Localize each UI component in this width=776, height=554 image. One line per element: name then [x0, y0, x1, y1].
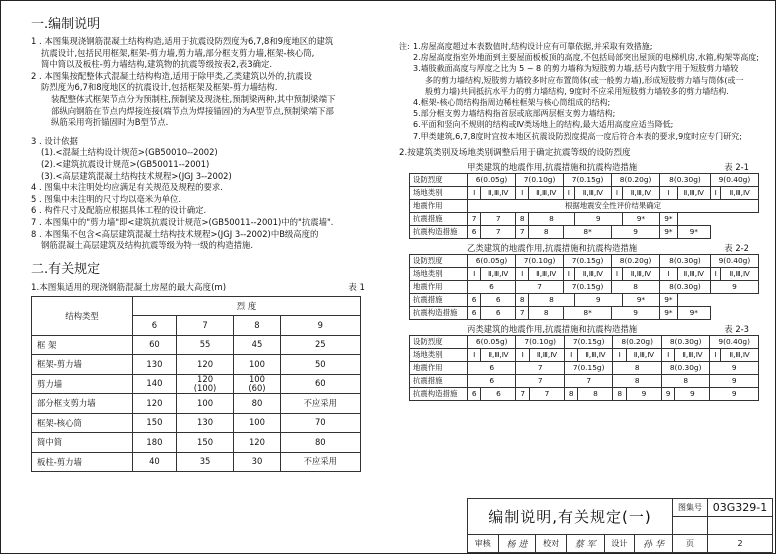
- height-value: 不应采用: [280, 394, 360, 414]
- structure-type: 板柱-剪力墙: [32, 452, 133, 472]
- table-row: [410, 199, 759, 212]
- note-item: 5 . 图集中未注明的尺寸均以毫米为单位.: [31, 193, 182, 204]
- height-value: 150: [133, 413, 177, 433]
- seismic-table-number: 表 2-3: [724, 323, 749, 334]
- site-cell: Ⅰ: [660, 267, 678, 280]
- note-continuation: (1).<混凝土结构设计规范>(GB50010--2002): [41, 147, 218, 158]
- value-cell: 6: [481, 306, 516, 319]
- note-text: 房屋高度指室外地面到主要屋面板板顶的高度,不包括局部突出屋顶的电梯机房,水箱,构架等高度;: [420, 53, 759, 63]
- intensity-cell: 7(0.10g): [516, 254, 564, 267]
- site-cell: Ⅰ: [468, 267, 481, 280]
- table1-caption: [31, 281, 389, 293]
- title-block: [467, 498, 773, 553]
- value-cell: 9: [612, 306, 660, 319]
- note-continuation: 纵筋采用弯折锚固时为B型节点.: [51, 117, 169, 128]
- site-cell: Ⅱ,Ⅲ,Ⅳ: [622, 267, 659, 280]
- note-line: [399, 131, 769, 142]
- structure-type: 框架-核心筒: [32, 413, 133, 433]
- value-cell: 9: [710, 280, 758, 293]
- notes-label: 注:: [399, 42, 410, 51]
- note-text: 框架-核心筒结构指周边稀柱框架与核心筒组成的结构;: [420, 98, 611, 108]
- value-cell: 7: [468, 212, 481, 225]
- value-cell: 9*: [660, 293, 678, 306]
- note-number: 5: [31, 193, 37, 204]
- site-cell: Ⅱ,Ⅲ,Ⅳ: [721, 267, 759, 280]
- seismic-table-caption: [399, 323, 749, 335]
- structure-type: 部分框支剪力墙: [32, 394, 133, 414]
- site-cell: Ⅰ: [710, 267, 721, 280]
- note-text: 甲类建筑,6,7,8度时宜按本地区抗震设防烈度提高一度后符合本表的要求,9度时应专门研究;: [420, 131, 742, 141]
- page-label: 页: [673, 534, 708, 552]
- value-cell: 9*: [660, 306, 678, 319]
- row-label: 地震作用: [410, 361, 468, 374]
- table1-caption-text: 1.本图集适用的现浇钢筋混凝土房屋的最大高度(m): [31, 282, 227, 293]
- value-cell: 9*: [622, 212, 659, 225]
- site-cell: Ⅰ: [710, 348, 721, 361]
- note-number: 7.: [413, 131, 421, 141]
- note-text: 图集中未注明的尺寸均以毫米为单位.: [44, 193, 182, 204]
- height-value: 25: [280, 335, 360, 355]
- seismic-table-title: 乙类建筑的地震作用,抗震措施和抗震构造措施: [467, 242, 638, 253]
- row-label: 设防烈度: [410, 173, 468, 186]
- row-label: 抗震措施: [410, 374, 468, 387]
- intensity-cell: 7(0.15g): [564, 173, 612, 186]
- seismic-table: [409, 173, 759, 239]
- section1-items: [31, 36, 389, 252]
- row-label: 抗震构造措施: [410, 387, 468, 400]
- value-cell: 8*: [564, 306, 612, 319]
- table-row: [410, 293, 759, 306]
- table-row: [32, 433, 361, 453]
- sheet-title: 编制说明,有关规定(一): [468, 499, 673, 535]
- value-cell: 9: [626, 387, 661, 400]
- note-line: [399, 97, 769, 108]
- intensity-cell: 9(0.40g): [710, 335, 759, 348]
- site-cell: Ⅱ,Ⅲ,Ⅳ: [721, 348, 759, 361]
- site-cell: Ⅰ: [516, 267, 529, 280]
- height-value: 50: [280, 355, 360, 375]
- value-cell: 8: [564, 387, 577, 400]
- check-label: 校对: [536, 534, 567, 552]
- height-value: 180: [133, 433, 177, 453]
- design-label: 设计: [604, 534, 635, 552]
- note-text: 设计依据: [44, 135, 78, 146]
- site-cell: Ⅱ,Ⅲ,Ⅳ: [529, 267, 564, 280]
- value-cell: 7: [529, 387, 564, 400]
- intensity-cell: 8(0.20g): [612, 254, 660, 267]
- intensity-cell: 6(0.05g): [468, 335, 516, 348]
- value-cell: 6: [468, 280, 516, 293]
- section1-title: 一.编制说明: [31, 17, 101, 32]
- page-number: 2: [708, 534, 773, 552]
- site-cell: Ⅱ,Ⅲ,Ⅳ: [481, 348, 516, 361]
- value-cell: 9*: [622, 293, 659, 306]
- col-head-degree: 9: [280, 316, 360, 336]
- note-text: 本图集按配整体式混凝土结构构造,适用于除甲类,乙类建筑以外的,抗震设: [44, 70, 312, 81]
- site-row: [410, 348, 759, 361]
- site-cell: Ⅰ: [468, 348, 481, 361]
- table-row: [32, 394, 361, 414]
- note-continuation: 多的剪力墙结构,短肢剪力墙较多时应布置筒体(或一般剪力墙),形成短肢剪力墙与筒体(或一: [425, 75, 744, 85]
- site-cell: Ⅱ,Ⅲ,Ⅳ: [626, 348, 661, 361]
- value-cell: 8(0.30g): [660, 280, 711, 293]
- col-head-structure-type: 结构类型: [32, 296, 133, 335]
- site-cell: Ⅰ: [564, 348, 577, 361]
- seismic-tables: [399, 161, 769, 401]
- table-row: [410, 280, 759, 293]
- review-signature: 杨 进: [498, 534, 536, 552]
- height-value: 120: [133, 394, 177, 414]
- note-continuation: (3).<高层建筑混凝土结构技术规程>(JGJ 3--2002): [41, 170, 232, 181]
- value-cell: 6: [468, 361, 516, 374]
- intensity-cell: 7(0.10g): [516, 173, 564, 186]
- site-cell: Ⅰ: [468, 186, 481, 199]
- value-cell: 6: [481, 293, 516, 306]
- site-cell: Ⅰ: [710, 186, 721, 199]
- intensity-cell: 9(0.40g): [710, 254, 758, 267]
- note-number: 4: [31, 182, 37, 193]
- structure-type: 框架-剪力墙: [32, 355, 133, 375]
- value-cell: 6: [468, 225, 481, 238]
- site-cell: Ⅱ,Ⅲ,Ⅳ: [622, 186, 659, 199]
- note-number: 6: [31, 205, 37, 216]
- note-number: 2: [31, 70, 37, 81]
- row-label: 抗震措施: [410, 212, 468, 225]
- check-signature: 蔡 军: [566, 534, 604, 552]
- row-label: 地震作用: [410, 199, 468, 212]
- site-cell: Ⅰ: [612, 267, 623, 280]
- row-label: 抗震构造措施: [410, 306, 468, 319]
- site-cell: Ⅰ: [613, 348, 626, 361]
- value-cell: 8: [613, 387, 626, 400]
- height-value: 80: [234, 394, 280, 414]
- note-continuation: (2).<建筑抗震设计规范>(GB50011--2001): [41, 158, 210, 169]
- value-cell: 8: [613, 361, 661, 374]
- col-head-degree: 8: [234, 316, 280, 336]
- table-row: [410, 306, 759, 319]
- height-value: 60: [133, 335, 177, 355]
- site-cell: Ⅱ,Ⅲ,Ⅳ: [574, 186, 611, 199]
- table-row: [32, 335, 361, 355]
- site-cell: Ⅰ: [564, 186, 575, 199]
- intensity-cell: 9(0.40g): [710, 173, 758, 186]
- table-row: [410, 212, 759, 225]
- structure-type: 简中简: [32, 433, 133, 453]
- height-value: 35: [176, 452, 233, 472]
- note-text: 图集中未注明处均应满足有关规范及规程的要求.: [44, 182, 223, 193]
- height-value: 100 (60): [234, 374, 280, 394]
- value-cell: 7(0.15g): [564, 280, 612, 293]
- height-value: 55: [176, 335, 233, 355]
- site-cell: Ⅱ,Ⅲ,Ⅳ: [675, 348, 710, 361]
- intensity-cell: 8(0.20g): [612, 173, 660, 186]
- note-item: 1 . 本图集现浇钢筋混凝土结构构造,适用于抗震设防烈度为6,7,8和9度地区的建筑: [31, 36, 334, 46]
- note-number: 1: [31, 36, 37, 46]
- note-line: [399, 41, 769, 52]
- row-label: 抗震构造措施: [410, 225, 468, 238]
- seismic-table-caption: [399, 242, 749, 254]
- value-cell: 9: [675, 387, 710, 400]
- note-number: 7: [31, 216, 37, 227]
- note-number: 3: [31, 135, 37, 146]
- height-value: 120: [176, 355, 233, 375]
- seismic-table: [409, 254, 759, 320]
- note-item: 7 . 本图集中的"剪力墙"即<建筑抗震设计规范>(GB50011--2001)中的"抗震墙".: [31, 216, 334, 227]
- value-cell: 7: [481, 225, 516, 238]
- note-text: 部分框支剪力墙结构指首层或底部两层框支剪力墙结构;: [420, 109, 616, 119]
- site-cell: Ⅱ,Ⅲ,Ⅳ: [529, 348, 564, 361]
- value-cell: 9: [710, 361, 759, 374]
- design-signature: 孙 华: [635, 534, 673, 552]
- atlas-label: 图集号: [673, 499, 708, 517]
- intensity-cell: 8(0.30g): [660, 254, 711, 267]
- col-head-degree: 7: [176, 316, 233, 336]
- height-value: 120: [234, 433, 280, 453]
- value-cell: 6: [468, 293, 481, 306]
- row-label: 设防烈度: [410, 254, 468, 267]
- left-column: [31, 13, 389, 472]
- right-column: [399, 41, 769, 401]
- note-line: [399, 52, 769, 63]
- note-text: 平面和竖向不规则的结构或Ⅳ类场地上的结构,最大适用高度应适当降低;: [420, 120, 674, 130]
- height-value: 100: [176, 394, 233, 414]
- note-text: 本图集现浇钢筋混凝土结构构造,适用于抗震设防烈度为6,7,8和9度地区的建筑: [44, 36, 334, 46]
- value-cell: 9: [574, 293, 622, 306]
- value-cell: 8*: [564, 225, 612, 238]
- value-cell: 8: [516, 212, 529, 225]
- value-cell: 7(0.15g): [564, 361, 612, 374]
- site-cell: Ⅰ: [564, 267, 575, 280]
- height-value: 45: [234, 335, 280, 355]
- height-value: 40: [133, 452, 177, 472]
- value-cell: 9*: [677, 225, 710, 238]
- table-row: [410, 361, 759, 374]
- structure-type: 剪力墙: [32, 374, 133, 394]
- note-line: [399, 63, 769, 74]
- value-cell: 9*: [677, 306, 710, 319]
- seismic-table-title: 甲类建筑的地震作用,抗震措施和抗震构造措施: [467, 161, 638, 172]
- row-label: 抗震措施: [410, 293, 468, 306]
- height-value: 120 (100): [176, 374, 233, 394]
- height-value: 100: [234, 413, 280, 433]
- value-cell: 9*: [660, 212, 678, 225]
- merged-cell: 根据地震安全性评价结果确定: [468, 199, 759, 212]
- value-cell: 7: [516, 387, 529, 400]
- section2-title: 二.有关规定: [31, 261, 101, 277]
- site-cell: Ⅰ: [612, 186, 623, 199]
- note-number: 5.: [413, 109, 421, 119]
- table-row: [32, 413, 361, 433]
- note-number: 4.: [413, 98, 421, 108]
- note-text: 墙肢截面高度与厚度之比为 5 ~ 8 的剪力墙称为短肢剪力墙,括号内数字用于短肢剪力墙较: [420, 64, 739, 74]
- value-cell: 9: [612, 225, 660, 238]
- value-cell: 8: [529, 212, 574, 225]
- row-label: 场地类别: [410, 348, 468, 361]
- intensity-cell: 7(0.15g): [564, 254, 612, 267]
- spacer: [31, 129, 389, 136]
- value-cell: 6: [468, 387, 481, 400]
- height-value: 70: [280, 413, 360, 433]
- site-cell: Ⅱ,Ⅲ,Ⅳ: [721, 186, 759, 199]
- table-row: [32, 452, 361, 472]
- value-cell: 6: [468, 306, 481, 319]
- seismic-table: [409, 335, 759, 401]
- site-cell: Ⅱ,Ⅲ,Ⅳ: [481, 186, 516, 199]
- site-row: [410, 186, 759, 199]
- note-continuation: 简中筒以及板柱-剪力墙结构,建筑物的抗震等级按表2,表3确定.: [41, 59, 273, 70]
- structure-type: 框 架: [32, 335, 133, 355]
- atlas-label-spacer: [673, 517, 708, 534]
- site-row: [410, 267, 759, 280]
- site-cell: Ⅰ: [660, 186, 678, 199]
- value-cell: 7: [516, 225, 529, 238]
- seismic-table-caption: [399, 161, 749, 173]
- intensity-cell: 7(0.15g): [564, 335, 612, 348]
- value-cell: 7: [516, 374, 564, 387]
- note-number: 2.: [413, 53, 421, 63]
- max-height-table: [31, 296, 361, 473]
- value-cell: 6: [481, 387, 516, 400]
- intensity-cell: 8(0.30g): [661, 335, 709, 348]
- height-value: 100: [234, 355, 280, 375]
- note-continuation: 抗震设计,包括民用框架,框架-剪力墙,剪力墙,部分框支剪力墙,框架-核心筒,: [41, 47, 315, 58]
- review-label: 审核: [468, 534, 499, 552]
- note-number: 8: [31, 228, 37, 239]
- site-cell: Ⅱ,Ⅲ,Ⅳ: [578, 348, 613, 361]
- table-row: [32, 374, 361, 394]
- note-line: [399, 119, 769, 130]
- note-text: 构件尺寸及配筋应根据具体工程的设计确定.: [44, 205, 207, 216]
- note-number: 1.: [413, 42, 421, 51]
- site-cell: Ⅱ,Ⅲ,Ⅳ: [529, 186, 564, 199]
- height-value: 130: [133, 355, 177, 375]
- atlas-number-spacer: [708, 517, 773, 534]
- intensity-cell: 8(0.30g): [660, 173, 711, 186]
- row-label: 地震作用: [410, 280, 468, 293]
- height-value: 150: [176, 433, 233, 453]
- table-row: [32, 355, 361, 375]
- height-value: 30: [234, 452, 280, 472]
- seismic-table-title: 丙类建筑的地震作用,抗震措施和抗震构造措施: [467, 323, 638, 334]
- note-number: 3.: [413, 64, 421, 74]
- height-value: 60: [280, 374, 360, 394]
- intensity-row: [410, 254, 759, 267]
- intensity-row: [410, 335, 759, 348]
- site-cell: Ⅱ,Ⅲ,Ⅳ: [481, 267, 516, 280]
- value-cell: 8: [661, 374, 709, 387]
- note-number: 6.: [413, 120, 421, 130]
- site-cell: Ⅱ,Ⅲ,Ⅳ: [677, 267, 710, 280]
- value-cell: 8: [613, 374, 661, 387]
- seismic-table-number: 表 2-2: [724, 242, 749, 253]
- note-item: 8 . 本图集不包含<高层建筑混凝土结构技术规程>(JGJ 3--2002)中B级高度的: [31, 228, 319, 239]
- value-cell: 9: [710, 387, 759, 400]
- table-row: [410, 374, 759, 387]
- row-label: 设防烈度: [410, 335, 468, 348]
- note-continuation: 防烈度为6,7和8度地区的抗震设计,包括框架及框架-剪力墙结构.: [41, 82, 278, 93]
- value-cell: 7: [481, 212, 516, 225]
- value-cell: 8: [612, 280, 660, 293]
- value-cell: 8: [578, 387, 613, 400]
- note-text: 本图集中的"剪力墙"即<建筑抗震设计规范>(GB50011--2001)中的"抗震墙".: [44, 216, 334, 227]
- value-cell: 7: [516, 361, 564, 374]
- note-continuation: 部纵向钢筋在节点内焊接连接(端节点为焊接锚固)的为A型节点,预制梁端下部: [51, 105, 334, 116]
- value-cell: 7: [564, 374, 612, 387]
- height-value: 不应采用: [280, 452, 360, 472]
- value-cell: 7: [516, 306, 529, 319]
- site-cell: Ⅰ: [661, 348, 674, 361]
- note-item: 6 . 构件尺寸及配筋应根据具体工程的设计确定.: [31, 205, 207, 216]
- value-cell: 8: [529, 306, 564, 319]
- notes-sub-title: 2.按建筑类别及场地类别调整后用于确定抗震等级的设防烈度: [399, 147, 631, 158]
- notes-block: [399, 41, 769, 142]
- note-text: 本图集不包含<高层建筑混凝土结构技术规程>(JGJ 3--2002)中B级高度的: [44, 228, 319, 239]
- note-continuation: 装配整体式框架节点分为预制柱,预制梁及现浇柱,预制梁两种,其中预制梁端下: [51, 93, 336, 104]
- note-item: 4 . 图集中未注明处均应满足有关规范及规程的要求.: [31, 182, 223, 193]
- intensity-row: [410, 173, 759, 186]
- note-continuation: 钢筋混凝土高层建筑及结构抗震等级为特一级的构造措施.: [41, 240, 254, 251]
- site-cell: Ⅱ,Ⅲ,Ⅳ: [677, 186, 710, 199]
- site-cell: Ⅰ: [516, 348, 529, 361]
- note-item: 2 . 本图集按配整体式混凝土结构构造,适用于除甲类,乙类建筑以外的,抗震设: [31, 70, 312, 81]
- height-value: 130: [176, 413, 233, 433]
- atlas-number: 03G329-1: [708, 499, 773, 517]
- table-row: [410, 225, 759, 238]
- value-cell: 8: [529, 225, 564, 238]
- note-text: 房屋高度超过本表数值时,结构设计应有可靠依据,并采取有效措施;: [420, 42, 653, 51]
- row-label: 场地类别: [410, 186, 468, 199]
- seismic-table-number: 表 2-1: [724, 161, 749, 172]
- row-label: 场地类别: [410, 267, 468, 280]
- site-cell: Ⅰ: [516, 186, 529, 199]
- col-head-intensity: 烈 度: [133, 296, 361, 316]
- height-value: 80: [280, 433, 360, 453]
- intensity-cell: 6(0.05g): [468, 173, 516, 186]
- intensity-cell: 7(0.10g): [516, 335, 564, 348]
- table-row: [410, 387, 759, 400]
- note-item: 3 . 设计依据: [31, 135, 78, 146]
- table1-no: 表 1: [348, 282, 365, 293]
- intensity-cell: 8(0.20g): [613, 335, 661, 348]
- value-cell: 8: [529, 293, 574, 306]
- value-cell: 9*: [660, 225, 678, 238]
- note-line: [399, 108, 769, 119]
- value-cell: 9: [661, 387, 674, 400]
- value-cell: 9: [574, 212, 622, 225]
- value-cell: 8(0.30g): [661, 361, 709, 374]
- intensity-cell: 6(0.05g): [468, 254, 516, 267]
- note-continuation: 般剪力墙)共同抵抗水平力的剪力墙结构, 9度时不应采用短肢剪力墙较多的剪力墙结构.: [425, 86, 729, 96]
- value-cell: 7: [516, 280, 564, 293]
- site-cell: Ⅱ,Ⅲ,Ⅳ: [574, 267, 611, 280]
- value-cell: 9: [710, 374, 759, 387]
- value-cell: 6: [468, 374, 516, 387]
- col-head-degree: 6: [133, 316, 177, 336]
- height-value: 140: [133, 374, 177, 394]
- value-cell: 8: [516, 293, 529, 306]
